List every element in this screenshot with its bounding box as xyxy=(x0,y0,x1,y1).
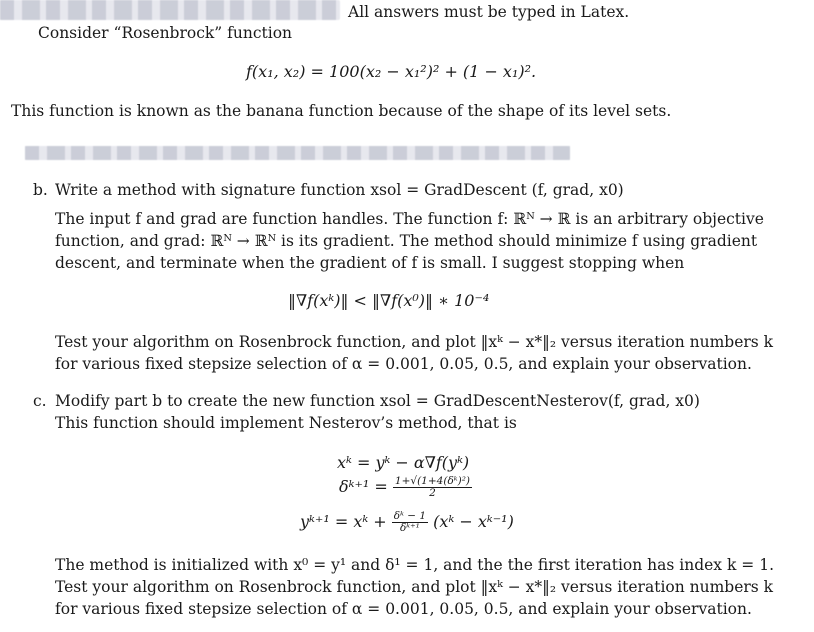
part-b-line1: Write a method with signature function xsol = GradDescent (f, grad, x0) xyxy=(55,181,624,199)
nesterov-eq3 xyxy=(300,511,514,534)
redacted-header-block xyxy=(0,0,340,20)
part-b-line4: descent, and terminate when the gradient of f is small. I suggest stopping when xyxy=(55,254,685,272)
part-c-line2: This function should implement Nesterov’s method, that is xyxy=(55,414,517,432)
nesterov-eq2-denominator: 2 xyxy=(429,487,436,499)
redacted-part-a-block xyxy=(25,146,570,160)
part-b-line3: function, and grad: ℝᴺ → ℝᴺ is its gradient. The method should minimize f using gradient xyxy=(55,232,758,250)
rosenbrock-lhs: f(x₁, x₂) = xyxy=(246,62,324,81)
header-note: All answers must be typed in Latex. xyxy=(348,3,630,21)
nesterov-eq2 xyxy=(339,476,472,499)
part-c-marker: c. xyxy=(33,392,47,410)
part-b-test2: for various fixed stepsize selection of α = 0.001, 0.05, 0.5, and explain your observation. xyxy=(55,355,752,373)
nesterov-eq1: xᵏ = yᵏ − α∇f(yᵏ) xyxy=(337,453,470,472)
nesterov-eq3-numerator: δᵏ − 1 xyxy=(393,510,427,522)
rosenbrock-equation xyxy=(246,62,536,81)
part-b-line2: The input f and grad are function handles. The function f: ℝᴺ → ℝ is an arbitrary objective xyxy=(55,210,764,228)
rosenbrock-rhs: 100(x₂ − x₁²)² + (1 − x₁)². xyxy=(329,62,537,81)
part-c-test2: for various fixed stepsize selection of α = 0.001, 0.05, 0.5, and explain your observation. xyxy=(55,600,752,618)
nesterov-eq2-numerator: 1+√(1+4(δᵏ)²) xyxy=(394,475,470,487)
intro-text: Consider “Rosenbrock” function xyxy=(38,24,293,42)
part-c-init: The method is initialized with x⁰ = y¹ and δ¹ = 1, and the the first iteration has index k = 1. xyxy=(55,556,775,574)
nesterov-eq2-fraction xyxy=(393,476,472,499)
part-b-marker: b. xyxy=(33,181,48,199)
nesterov-eq3-lhs: yᵏ⁺¹ = xᵏ + xyxy=(300,512,387,531)
stopping-criterion: ‖∇f(xᵏ)‖ < ‖∇f(x⁰)‖ ∗ 10⁻⁴ xyxy=(288,291,490,310)
nesterov-eq2-lhs: δᵏ⁺¹ = xyxy=(339,477,388,496)
part-c-line1: Modify part b to create the new function xsol = GradDescentNesterov(f, grad, x0) xyxy=(55,392,700,410)
part-b-test1: Test your algorithm on Rosenbrock function, and plot ‖xᵏ − x*‖₂ versus iteration numbers k xyxy=(55,333,774,351)
nesterov-eq3-fraction xyxy=(392,511,428,534)
part-c-test1: Test your algorithm on Rosenbrock function, and plot ‖xᵏ − x*‖₂ versus iteration numbers k xyxy=(55,578,774,596)
nesterov-eq3-denominator: δᵏ⁺¹ xyxy=(399,522,420,534)
nesterov-eq3-rhs: (xᵏ − xᵏ⁻¹) xyxy=(433,512,514,531)
banana-sentence: This function is known as the banana function because of the shape of its level sets. xyxy=(11,102,672,120)
